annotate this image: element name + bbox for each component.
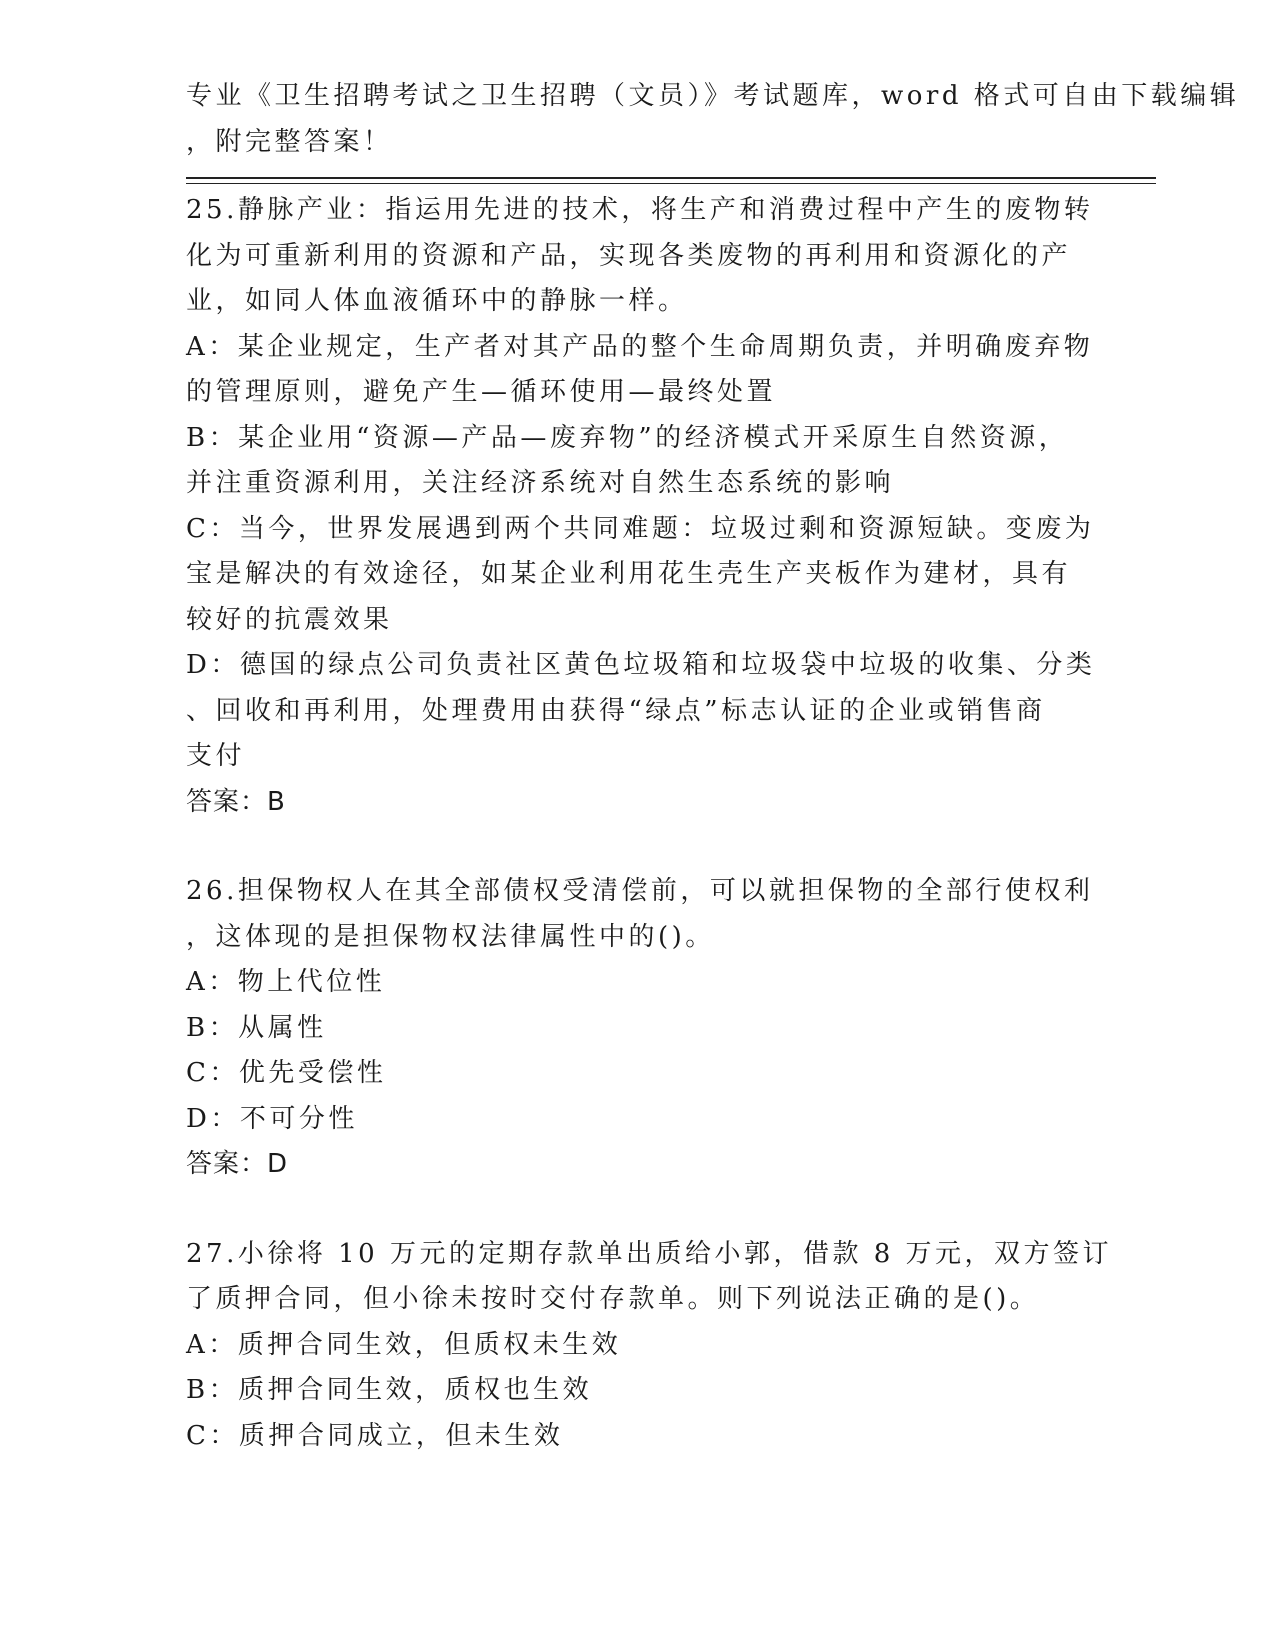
- option-line: A：物上代位性: [186, 967, 386, 997]
- header-line: ，附完整答案！: [186, 126, 393, 157]
- option-line: D：德国的绿点公司负责社区黄色垃圾箱和垃圾袋中垃圾的收集、分类: [186, 650, 1096, 680]
- answer-label: 答案：B: [186, 786, 286, 817]
- option-line: C：当今，世界发展遇到两个共同难题：垃圾过剩和资源短缺。变废为: [186, 513, 1095, 544]
- question-stem-line: 业，如同人体血液循环中的静脉一样。: [186, 286, 688, 316]
- header-line: 专业《卫生招聘考试之卫生招聘（文员）》考试题库，word 格式可自由下载编辑: [186, 81, 1240, 111]
- question-27: [186, 1232, 1113, 1460]
- answer-label: 答案：D: [186, 1149, 289, 1179]
- question-25: [186, 188, 1096, 825]
- option-line: C：质押合同成立，但未生效: [186, 1420, 564, 1451]
- option-line: 支付: [186, 741, 246, 771]
- option-line: 宝是解决的有效途径，如某企业利用花生壳生产夹板作为建材，具有: [186, 559, 1072, 589]
- question-list: [186, 188, 1113, 1503]
- question-stem-line: ，这体现的是担保物权法律属性中的()。: [186, 921, 715, 952]
- header-divider-thick: [186, 177, 1156, 179]
- question-stem-line: 27.小徐将 10 万元的定期存款单出质给小郭，借款 8 万元，双方签订: [186, 1238, 1113, 1269]
- option-line: C：优先受偿性: [186, 1058, 387, 1088]
- question-26: [186, 869, 1094, 1188]
- question-stem-line: 化为可重新利用的资源和产品，实现各类废物的再利用和资源化的产: [186, 240, 1072, 271]
- option-line: B：从属性: [186, 1012, 327, 1043]
- option-line: B：质押合同生效，质权也生效: [186, 1375, 593, 1405]
- option-line: A：质押合同生效，但质权未生效: [186, 1329, 622, 1360]
- option-line: D：不可分性: [186, 1103, 358, 1134]
- question-stem-line: 26.担保物权人在其全部债权受清偿前，可以就担保物的全部行使权利: [186, 876, 1094, 906]
- option-line: B：某企业用“资源—产品—废弃物”的经济模式开采原生自然资源，: [186, 422, 1069, 453]
- question-stem-line: 了质押合同，但小徐未按时交付存款单。则下列说法正确的是()。: [186, 1284, 1040, 1314]
- option-line: 并注重资源利用，关注经济系统对自然生态系统的影响: [186, 468, 895, 498]
- option-line: A：某企业规定，生产者对其产品的整个生命周期负责，并明确废弃物: [186, 331, 1094, 362]
- question-stem-line: 25.静脉产业：指运用先进的技术，将生产和消费过程中产生的废物转: [186, 195, 1094, 225]
- option-line: 的管理原则，避免产生—循环使用—最终处置: [186, 377, 777, 407]
- document-header: [186, 74, 1240, 165]
- option-line: 较好的抗震效果: [186, 604, 393, 635]
- option-line: 、回收和再利用，处理费用由获得“绿点”标志认证的企业或销售商: [186, 695, 1046, 726]
- header-divider-thin: [186, 183, 1156, 184]
